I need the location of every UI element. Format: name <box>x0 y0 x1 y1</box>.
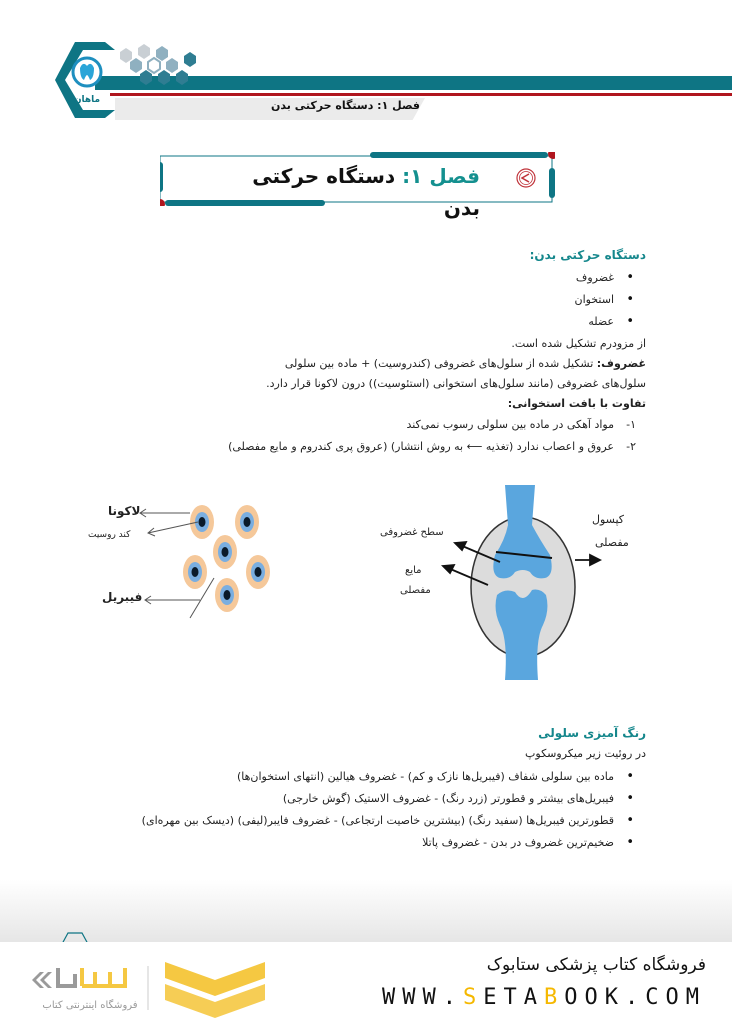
chevron-down-logo-icon <box>165 962 265 1018</box>
paragraph-origin: از مزودرم تشکیل شده است. <box>511 337 646 350</box>
list-item: • قطورترین فیبریل‌ها (سفید رنگ) (بیشترین خاصیت ارتجاعی) - غضروف فایبر(لیفی) (دیسک بین مهره‌ای) <box>46 810 646 832</box>
header-red-line <box>110 93 732 96</box>
label-synovial-fluid-1: مایع <box>405 565 422 576</box>
cartilage-definition: تشکیل شده از سلول‌های غضروفی (کندروسیت) + ماده بین سلولی <box>284 357 597 370</box>
label-fibril: فیبریل <box>102 590 143 604</box>
list-item: ۱-مواد آهکی در ماده بین سلولی رسوب نمی‌کند <box>406 418 636 431</box>
label-capsule-2: مفصلی <box>595 536 629 549</box>
setabook-logo <box>30 958 280 1018</box>
section-heading-body-motion: دستگاه حرکتی بدن: <box>529 248 646 262</box>
store-url[interactable]: WWW.SETABOOK.COM <box>382 985 706 1010</box>
paragraph-cartilage <box>86 354 646 374</box>
publisher-logo <box>55 40 115 120</box>
page-bottom-shade <box>0 880 732 942</box>
cartilage-term: غضروف: <box>596 357 646 370</box>
list-item: • ماده بین سلولی شفاف (فیبریل‌ها نازک و کم) - غضروف هیالین (انتهای استخوان‌ها) <box>46 766 646 788</box>
running-title: فصل ۱: دستگاه حرکتی بدن <box>271 99 420 112</box>
list-item: • استخوان <box>86 289 646 311</box>
list-item: ۲-عروق و اعصاب ندارد (تغذیه ⟵ به روش انتشار) (عروق پری کندروم و مایع مفصلی) <box>228 440 636 453</box>
chapter-title <box>240 160 480 224</box>
difference-heading: تفاوت با بافت استخوانی: <box>507 397 646 410</box>
chondrocyte-cells <box>183 505 270 612</box>
label-chondrocyte: کند روسیت <box>88 530 131 540</box>
list-item: • غضروف <box>86 267 646 289</box>
chapter-prefix: فصل ۱: <box>402 164 480 188</box>
staining-list <box>46 766 646 854</box>
list-item: • عضله <box>86 311 646 333</box>
brand-caption: فروشگاه اینترنتی کتاب <box>42 1000 138 1011</box>
synovial-joint-diagram <box>360 480 660 680</box>
logo-text: ماهان <box>73 95 101 105</box>
paragraph-microscope: در روئیت زیر میکروسکوپ <box>525 747 646 760</box>
difference-list <box>86 414 646 458</box>
label-cartilage-surface: سطح غضروفی <box>380 527 444 538</box>
hexagon-decoration <box>110 42 210 92</box>
store-name: فروشگاه کتاب پزشکی ستابوک <box>486 955 706 975</box>
chevron-left-circle-icon <box>515 167 537 189</box>
list-item: • ضخیم‌ترین غضروف در بدن - غضروف پاتلا <box>46 832 646 854</box>
chapter-name: دستگاه حرکتی بدن <box>252 164 480 220</box>
label-synovial-fluid-2: مفصلی <box>400 585 431 596</box>
label-lacuna: لاکونا <box>108 504 141 518</box>
paragraph-lacuna: سلول‌های غضروفی (مانند سلول‌های استخوانی (استئوسیت)) درون لاکونا قرار دارد. <box>266 377 646 390</box>
section-heading-staining: رنگ آمیزی سلولی <box>538 726 646 740</box>
component-list <box>86 267 646 333</box>
label-capsule-1: کپسول <box>592 513 625 526</box>
list-item: • فیبریل‌های بیشتر و قطورتر (زرد رنگ) - غضروف الاستیک (گوش خارجی) <box>46 788 646 810</box>
